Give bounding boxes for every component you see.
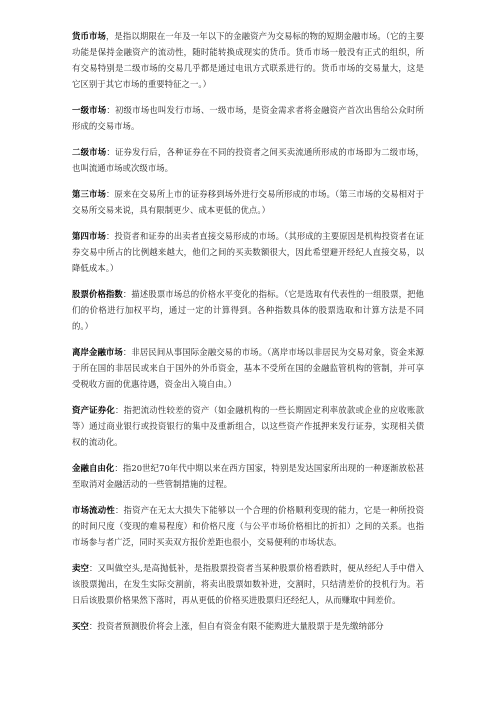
entry-buying-long (72, 618, 424, 634)
entry-text: ：又叫做空头,是高抛低补，是指股票投资者当某种股票价格看跌时，便从经纪人手中借入该股票抛出，在发生实际交割前，将卖出股票如数补进，交割时，只结清差价的投机行为。若日后该股票价格果然下落时，再从更低的价格买进股票归还经纪人，从而赚取中间差价。 (72, 563, 424, 605)
entry-text: ：指20世纪70年代中期以来在西方国家，特别是发达国家所出现的一种逐渐放松甚至取消对金融活动的一些管制措施的过程。 (72, 463, 425, 489)
entry-term: 股票价格指数 (72, 289, 123, 299)
entry-short-selling (72, 560, 424, 608)
entry-text: ：描述股票市场总的价格水平变化的指标。（它是选取有代表性的一组股票，把他们的价格进行加权平均，通过一定的计算得到。各种指数具体的股票选取和计算方法是不同的。） (72, 289, 424, 331)
entry-secondary-market (72, 144, 424, 176)
entry-offshore-market (72, 344, 424, 392)
entry-term: 货币市场 (72, 31, 106, 41)
entry-stock-index (72, 286, 424, 334)
entry-liberalization (72, 460, 424, 492)
entry-text: ：非居民间从事国际金融交易的市场。（离岸市场以非居民为交易对象，资金来源于所在国的非居民或来自于国外的外币资金，基本不受所在国的金融监管机构的管制，并可享受税收方面的优惠待遇，资金出入境自由。） (72, 347, 424, 389)
entry-primary-market (72, 102, 424, 134)
entry-term: 买空 (72, 621, 89, 631)
entry-term: 金融自由化 (72, 463, 115, 473)
entry-liquidity (72, 502, 424, 550)
entry-term: 第四市场 (72, 231, 106, 241)
entry-term: 资产证券化 (72, 405, 115, 415)
entry-third-market (72, 186, 424, 218)
entry-text: ：指资产在无太大损失下能够以一个合理的价格顺利变现的能力，它是一种所投资的时间尺度（变现的难易程度）和价格尺度（与公平市场价格相比的折扣）之间的关系。也指市场参与者广泛，同时买卖双方报价差距也很小，交易便利的市场状态。 (72, 505, 425, 547)
entry-term: 第三市场 (72, 189, 106, 199)
entry-term: 一级市场 (72, 105, 107, 115)
entry-text: ：投资者预测股价将会上涨，但自有资金有限不能购进大量股票于是先缴纳部分 (88, 621, 384, 631)
entry-text: ：证券发行后，各种证券在不同的投资者之间买卖流通所形成的市场即为二级市场，也叫流通市场或次级市场。 (72, 147, 424, 173)
entry-term: 市场流动性 (72, 505, 115, 515)
entry-text: ：投资者和证券的出卖者直接交易形成的市场。（其形成的主要原因是机构投资者在证券交易中所占的比例越来越大，他们之间的买卖数额很大，因此希望避开经纪人直接交易，以降低成本。） (72, 231, 425, 273)
entry-securitization (72, 402, 424, 450)
entry-term: 二级市场 (72, 147, 107, 157)
entry-term: 卖空 (72, 563, 90, 573)
entry-fourth-market (72, 228, 424, 276)
entry-money-market (72, 28, 424, 92)
entry-text: ：初级市场也叫发行市场、一级市场，是资金需求者将金融资产首次出售给公众时所形成的交易市场。 (72, 105, 424, 131)
entry-text: ：指把流动性较差的资产（如金融机构的一些长期固定利率放款或企业的应收账款等）通过商业银行或投资银行的集中及重新组合，以这些资产作抵押来发行证券，实现相关债权的流动化。 (72, 405, 425, 447)
entry-term: 离岸金融市场 (72, 347, 123, 357)
entry-text: ：原来在交易所上市的证券移到场外进行交易所形成的市场。（第三市场的交易相对于交易所交易来说，具有限制更少、成本更低的优点。） (72, 189, 425, 215)
entry-text: ，是指以期限在一年及一年以下的金融资产为交易标的物的短期金融市场。（它的主要功能是保持金融资产的流动性，随时能转换成现实的货币。货币市场一般没有正式的组织，所有交易特别是二级市场的交易几乎都是通过电讯方式联系进行的。货币市场的交易量大，这是它区别于其它市场的重要特征之一。） (72, 31, 425, 89)
